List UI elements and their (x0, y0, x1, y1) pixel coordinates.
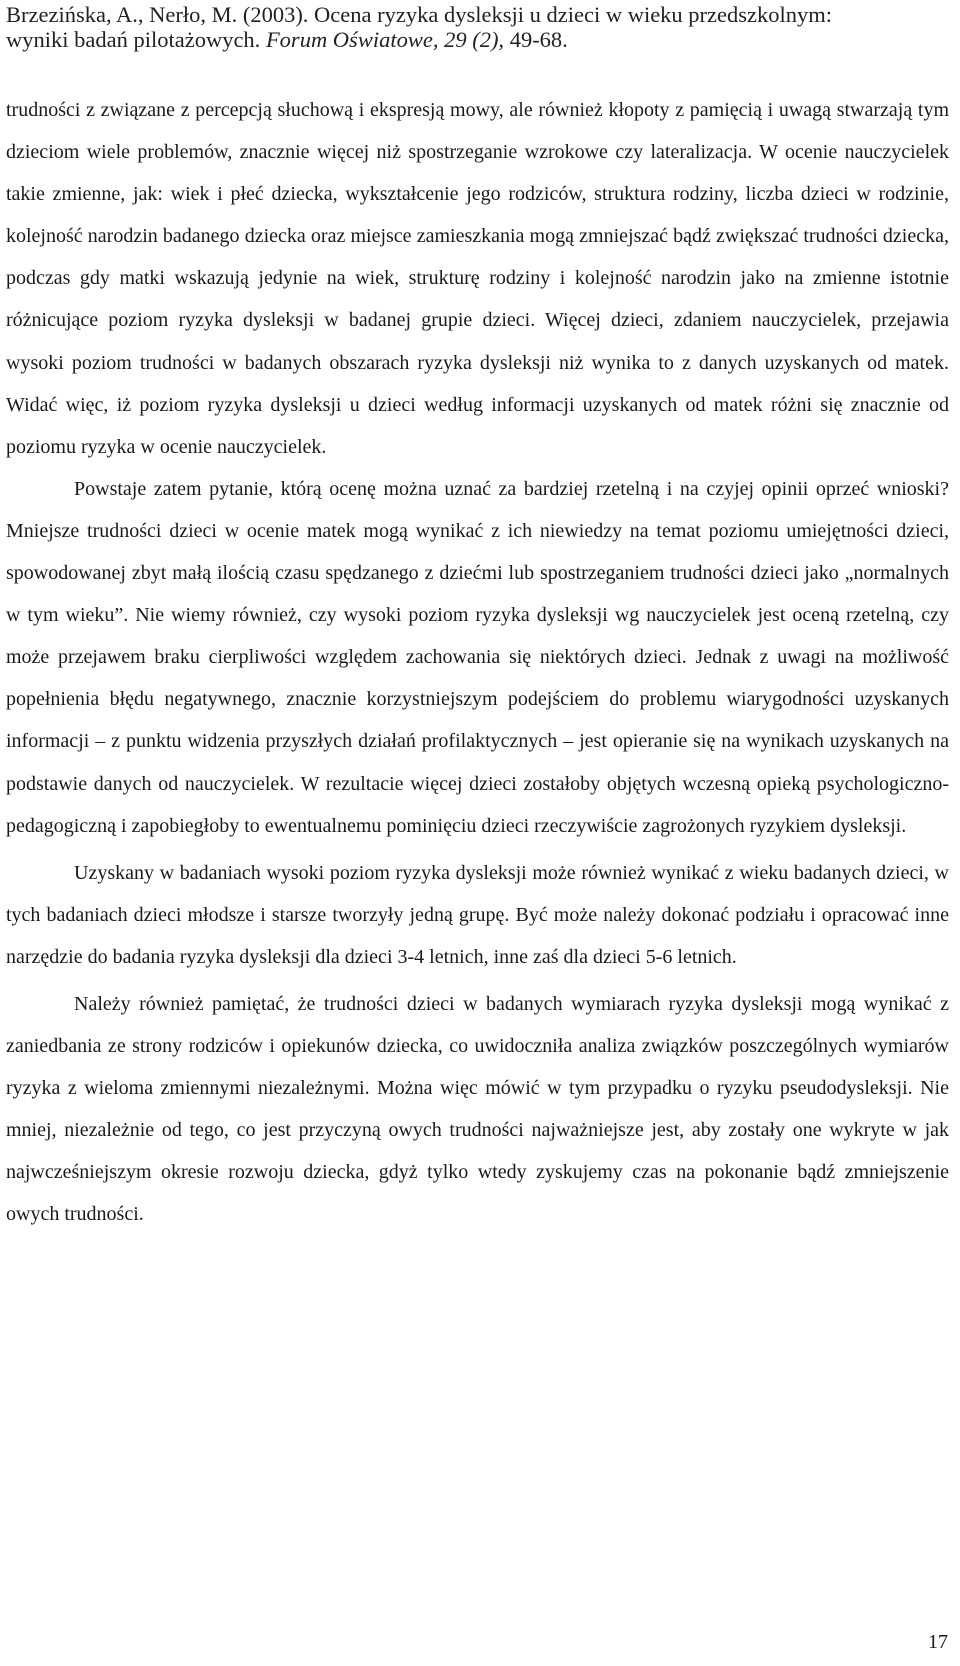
page-number: 17 (928, 1631, 948, 1653)
paragraph-1: trudności z związane z percepcją słuchową i ekspresją mowy, ale również kłopoty z pamięcią i uwagą stwarzają tym dzieciom wiele problemów, znacznie więcej niż spostrzeganie wzrokowe czy lateralizacja. W ocenie nauczycielek takie zmienne, jak: wiek i płeć dziecka, wykształcenie jego rodziców, struktura rodziny, liczba dzieci w rodzinie, kolejność narodzin badanego dziecka oraz miejsce zamieszkania mogą zmniejszać bądź zwiększać trudności dziecka, podczas gdy matki wskazują jedynie na wiek, strukturę rodziny i kolejność narodzin jako na zmienne istotnie różnicujące poziom ryzyka dysleksji w badanej grupie dzieci. Więcej dzieci, zdaniem nauczycielek, przejawia wysoki poziom trudności w badanych obszarach ryzyka dysleksji niż wynika to z danych uzyskanych od matek. Widać więc, iż poziom ryzyka dysleksji u dzieci według informacji uzyskanych od matek różni się znacznie od poziomu ryzyka w ocenie nauczycielek. (6, 99, 949, 458)
citation-title-end: wyniki badań pilotażowych. (6, 27, 266, 52)
body-text (6, 89, 949, 1236)
citation-pages: 49-68. (504, 27, 568, 52)
paragraph-2: Powstaje zatem pytanie, którą ocenę można uznać za bardziej rzetelną i na czyjej opinii oprzeć wnioski? Mniejsze trudności dzieci w ocenie matek mogą wynikać z ich niewiedzy na temat poziomu umiejętności dzieci, spowodowanej zbyt małą ilością czasu spędzanego z dziećmi lub spostrzeganiem trudności dzieci jako „normalnych w tym wieku”. Nie wiemy również, czy wysoki poziom ryzyka dysleksji wg nauczycielek jest oceną rzetelną, czy może przejawem braku cierpliwości względem zachowania się niektórych dzieci. Jednak z uwagi na możliwość popełnienia błędu negatywnego, znacznie korzystniejszym podejściem do problemu wiarygodności uzyskanych informacji – z punktu widzenia przyszłych działań profilaktycznych – jest opieranie się na wynikach uzyskanych na podstawie danych od nauczycielek. W rezultacie więcej dzieci zostałoby objętych wczesną opieką psychologiczno-pedagogiczną i zapobiegłoby to ewentualnemu pominięciu dzieci rzeczywiście zagrożonych ryzykiem dysleksji. (6, 477, 949, 837)
citation-line-2 (6, 27, 946, 52)
citation-line-1: Brzezińska, A., Nerło, M. (2003). Ocena ryzyka dysleksji u dzieci w wieku przedszkolnym: (6, 2, 833, 27)
citation-header (6, 2, 946, 52)
paragraph-4: Należy również pamiętać, że trudności dzieci w badanych wymiarach ryzyka dysleksji mogą wynikać z zaniedbania ze strony rodziców i opiekunów dziecka, co uwidoczniła analiza związków poszczególnych wymiarów ryzyka z wieloma zmiennymi niezależnymi. Można więc mówić w tym przypadku o ryzyku pseudodysleksji. Nie mniej, niezależnie od tego, co jest przyczyną owych trudności najważniejsze jest, aby zostały one wykryte w jak najwcześniejszym okresie rozwoju dziecka, gdyż tylko wtedy zyskujemy czas na pokonanie bądź zmniejszenie owych trudności. (6, 992, 949, 1226)
citation-journal: Forum Oświatowe, 29 (2), (265, 27, 505, 52)
paragraph-3: Uzyskany w badaniach wysoki poziom ryzyka dysleksji może również wynikać z wieku badanych dzieci, w tych badaniach dzieci młodsze i starsze tworzyły jedną grupę. Być może należy dokonać podziału i opracować inne narzędzie do badania ryzyka dysleksji dla dzieci 3-4 letnich, inne zaś dla dzieci 5-6 letnich. (6, 861, 949, 968)
